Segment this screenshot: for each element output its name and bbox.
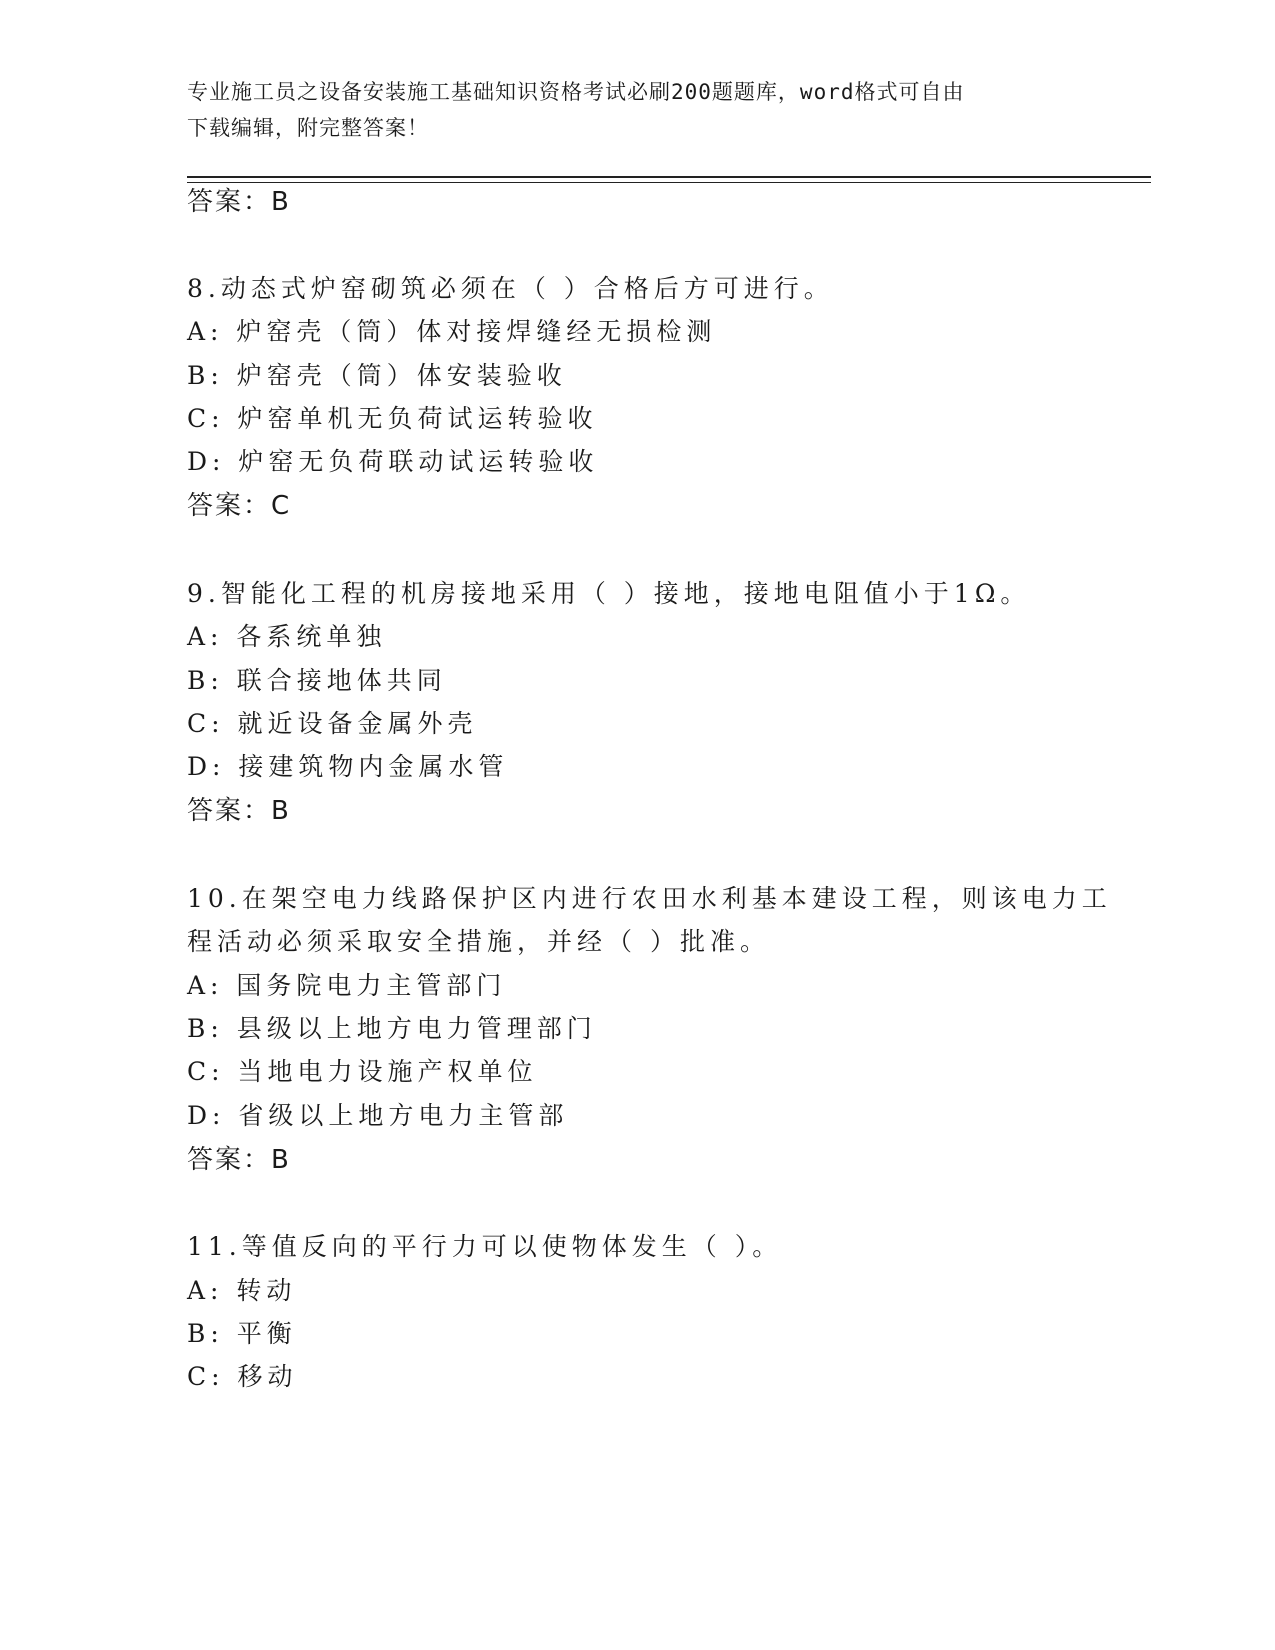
document-header: [187, 74, 1067, 146]
question-11-option-b: B: 平衡: [187, 1319, 297, 1348]
question-11-stem: 11.等值反向的平行力可以使物体发生（ ）。: [187, 1232, 783, 1261]
question-8-option-d: D: 炉窑无负荷联动试运转验收: [187, 447, 599, 476]
question-9-answer: 答案：B: [187, 796, 291, 826]
question-8-answer: 答案：C: [187, 491, 292, 521]
question-10-stem-line-1: 10.在架空电力线路保护区内进行农田水利基本建设工程，则该电力工: [187, 884, 1112, 913]
question-10-option-c: C: 当地电力设施产权单位: [187, 1057, 538, 1086]
question-9-option-b: B: 联合接地体共同: [187, 666, 447, 695]
question-10-answer: 答案：B: [187, 1145, 291, 1175]
question-9-option-d: D: 接建筑物内金属水管: [187, 752, 509, 781]
question-9-option-a: A: 各系统单独: [187, 622, 387, 651]
header-line-1: 专业施工员之设备安装施工基础知识资格考试必刷200题题库，word格式可自由: [187, 80, 965, 104]
question-9-stem: 9.智能化工程的机房接地采用（ ）接地，接地电阻值小于1Ω。: [187, 579, 1031, 608]
question-10-option-d: D: 省级以上地方电力主管部: [187, 1101, 569, 1130]
question-8-option-b: B: 炉窑壳（筒）体安装验收: [187, 361, 567, 390]
question-10-stem-line-2: 程活动必须采取安全措施，并经（ ）批准。: [187, 927, 770, 956]
question-10-option-b: B: 县级以上地方电力管理部门: [187, 1014, 597, 1043]
question-11-option-c: C: 移动: [187, 1362, 298, 1391]
question-10-option-a: A: 国务院电力主管部门: [187, 971, 507, 1000]
header-divider-thin: [187, 182, 1151, 183]
previous-answer: 答案：B: [187, 187, 291, 217]
question-8-option-a: A: 炉窑壳（筒）体对接焊缝经无损检测: [187, 317, 717, 346]
header-divider-thick: [187, 176, 1151, 178]
question-8-stem: 8.动态式炉窑砌筑必须在（ ）合格后方可进行。: [187, 274, 834, 303]
question-11-option-a: A: 转动: [187, 1276, 297, 1305]
header-line-2: 下载编辑，附完整答案！: [187, 116, 429, 140]
question-9-option-c: C: 就近设备金属外壳: [187, 709, 478, 738]
question-8-option-c: C: 炉窑单机无负荷试运转验收: [187, 404, 598, 433]
